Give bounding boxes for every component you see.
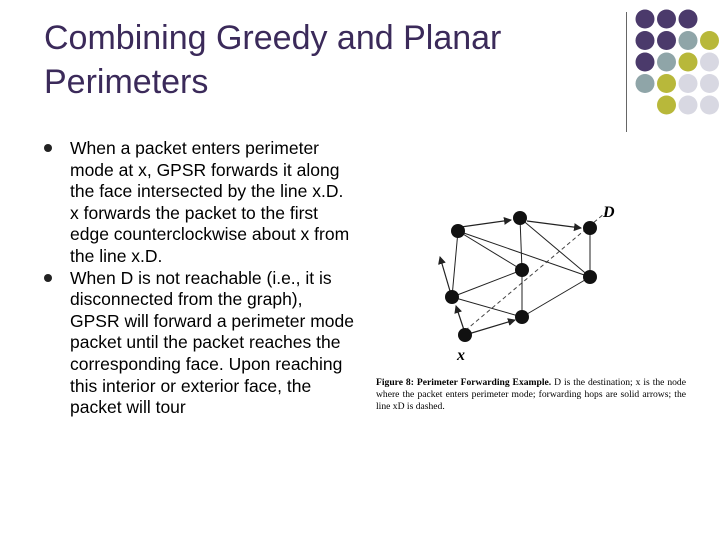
decorative-dot <box>679 96 698 115</box>
bullet-text: When D is not reachable (i.e., it is disconnected from the graph), GPSR will forward a perimeter mode packet until the packet reaches the corresponding face. Upon reaching this interior or exterior face, the packet will tour <box>70 267 354 418</box>
title-line-2: Perimeters <box>44 63 209 101</box>
decorative-dot-grid <box>634 8 720 124</box>
caption-title: Figure 8: Perimeter Forwarding Example. <box>376 377 552 388</box>
decorative-divider <box>626 12 627 132</box>
decorative-dot <box>636 31 655 50</box>
decorative-dot <box>700 53 719 72</box>
decorative-dot <box>636 10 655 29</box>
figure-caption <box>376 377 686 413</box>
decorative-dot <box>636 53 655 72</box>
decorative-dot <box>679 74 698 93</box>
graph-nodes <box>445 211 597 342</box>
bullet-item <box>44 268 354 419</box>
decorative-dot <box>657 53 676 72</box>
decorative-dot <box>700 74 719 93</box>
perimeter-forwarding-diagram <box>425 195 625 370</box>
decorative-dot <box>657 10 676 29</box>
decorative-dot <box>657 74 676 93</box>
dashed-line-xd <box>460 213 605 335</box>
decorative-dot <box>679 53 698 72</box>
decorative-dot <box>700 31 719 50</box>
decorative-dot <box>657 96 676 115</box>
bullet-list <box>44 138 354 419</box>
label-destination: D <box>603 204 615 221</box>
bullet-item <box>44 138 354 268</box>
decorative-dot <box>636 74 655 93</box>
label-x-node: x <box>457 347 465 364</box>
decorative-dot <box>700 96 719 115</box>
bullet-icon <box>44 274 52 282</box>
bullet-icon <box>44 144 52 152</box>
title-line-1: Combining Greedy and Planar <box>44 19 502 57</box>
decorative-dot <box>679 10 698 29</box>
caption-body: D is the destination; x is the node where the packet enters perimeter mode; forwarding hops are solid arrows; the line xD is dashed. <box>376 377 686 412</box>
decorative-dot <box>657 31 676 50</box>
slide-title <box>44 16 624 104</box>
bullet-text: When a packet enters perimeter mode at x, GPSR forwards it along the face intersected by the line x.D. x forwards the packet to the first edge counterclockwise about x from the line x.D. <box>70 138 350 266</box>
decorative-dot <box>679 31 698 50</box>
